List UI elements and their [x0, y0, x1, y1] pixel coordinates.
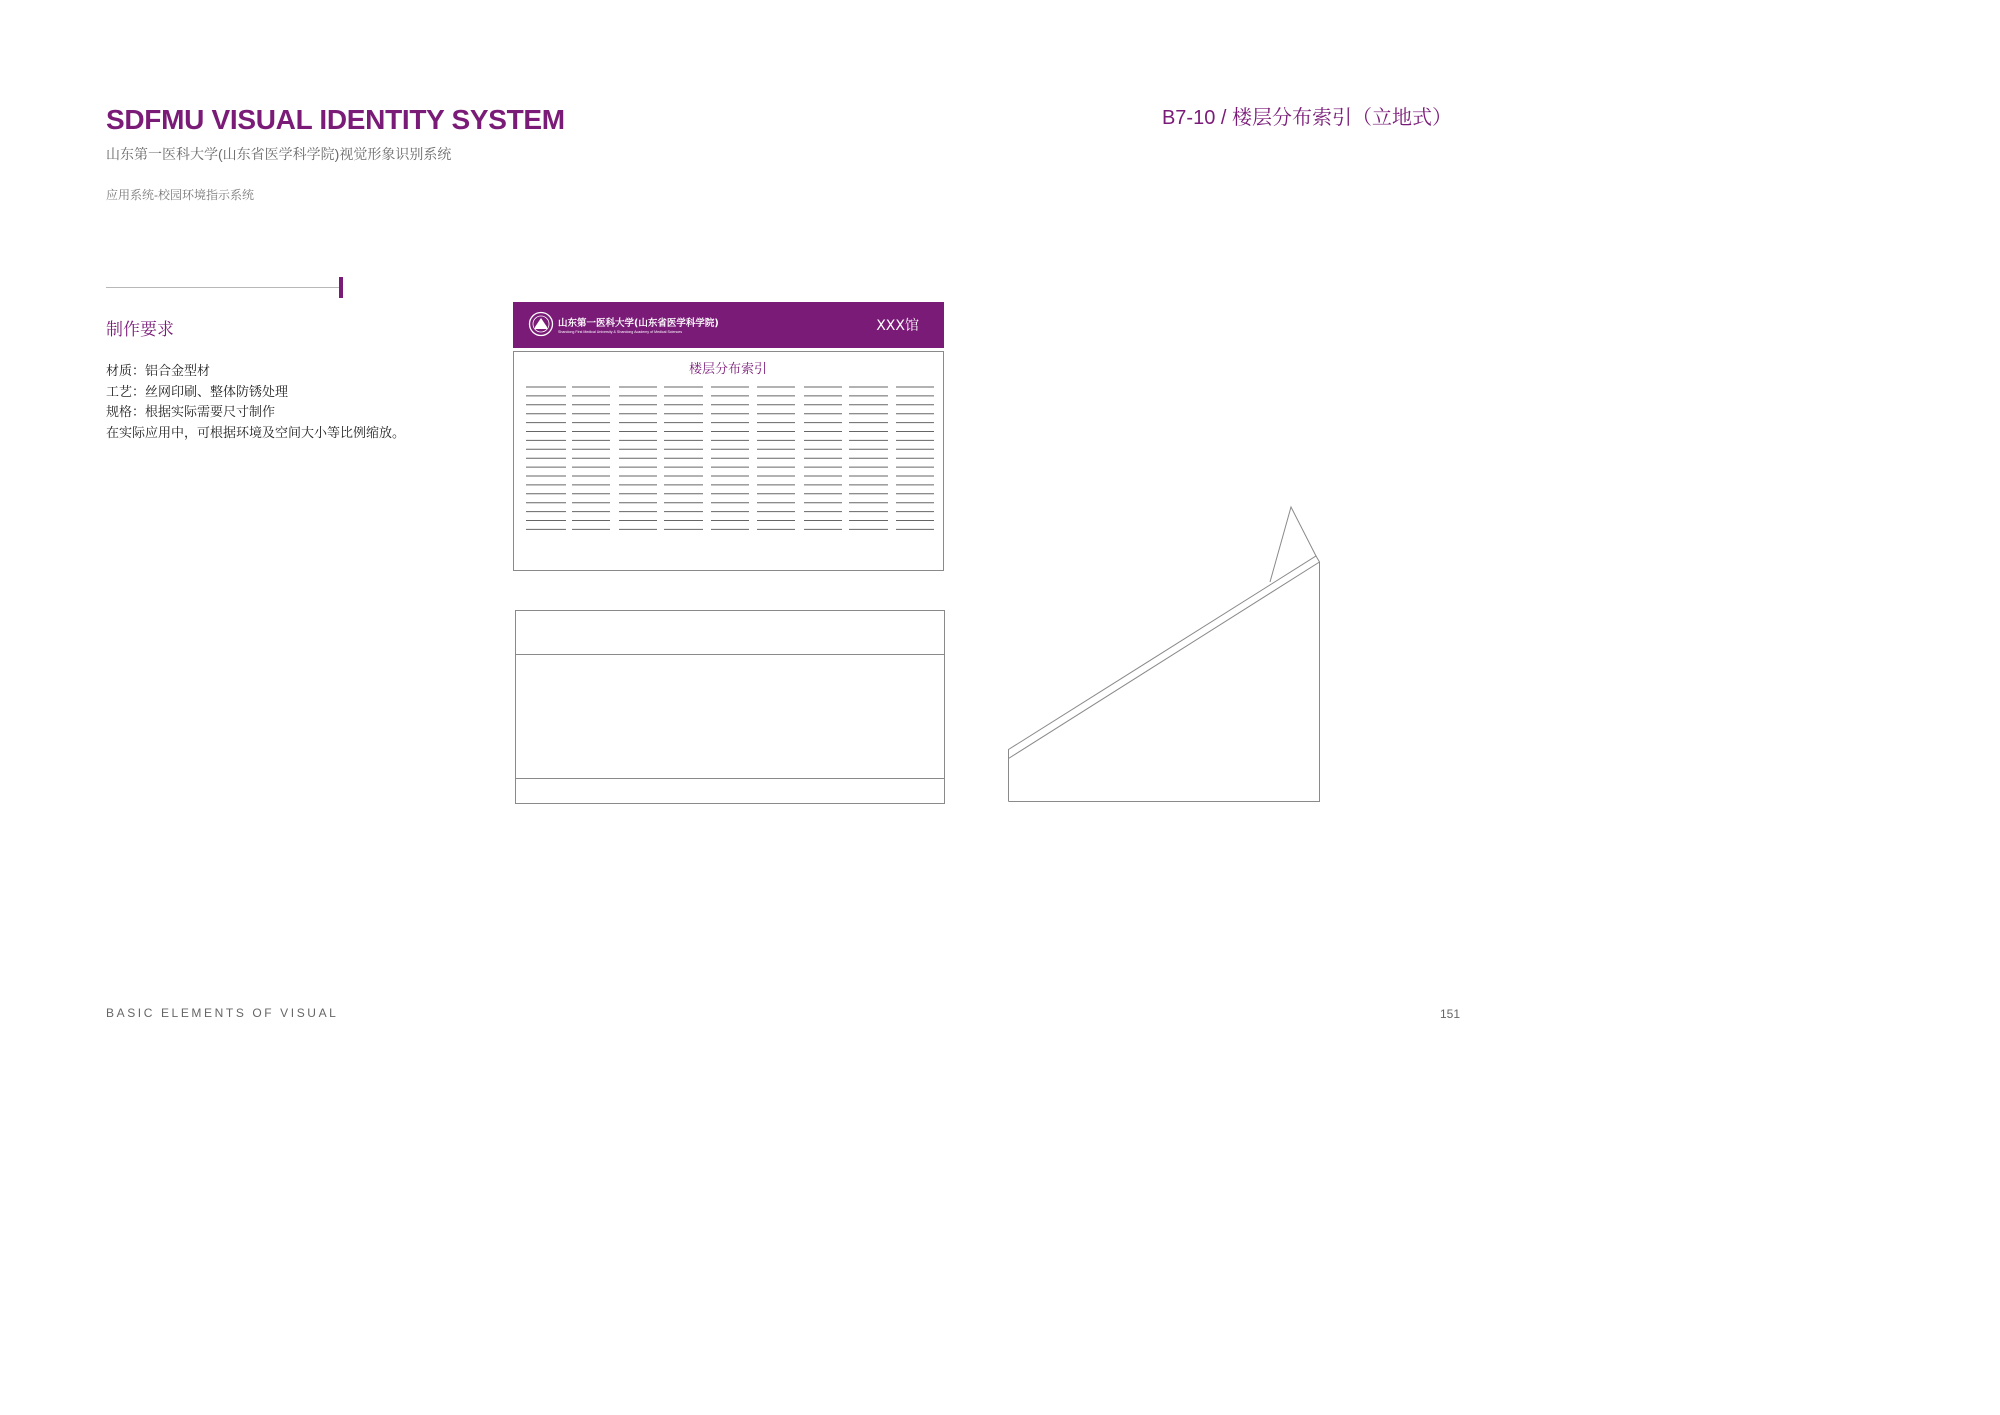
page-number: 151 [1439, 1007, 1460, 1021]
logo-text-en: Shandong First Medical University & Shandong Academy of Medical Sciences [558, 330, 683, 334]
requirement-process: 工艺：丝网印刷、整体防锈处理 [106, 383, 289, 399]
footer-caption: BASIC ELEMENTS OF VISUAL [106, 1006, 339, 1020]
section-divider [106, 287, 340, 288]
requirements-list [106, 361, 405, 443]
main-title: SDFMU VISUAL IDENTITY SYSTEM [106, 104, 565, 135]
page-code: B7-10 / 楼层分布索引（立地式） [1161, 107, 1452, 129]
section-label: 应用系统-校园环境指示系统 [106, 188, 254, 202]
subtitle: 山东第一医科大学(山东省医学科学院)视觉形象识别系统 [106, 146, 452, 162]
panel-title: 楼层分布索引 [688, 362, 768, 377]
sign-panel-frame [514, 352, 944, 571]
requirement-material: 材质：铝合金型材 [106, 363, 211, 378]
section-divider-accent [339, 277, 343, 298]
requirements-heading: 制作要求 [106, 320, 174, 339]
sign-drawing [500, 290, 1340, 820]
building-label: XXX馆 [876, 318, 919, 334]
sign-front-view [513, 302, 945, 804]
university-emblem-icon [530, 313, 553, 336]
requirement-size: 规格：根据实际需要尺寸制作 [106, 404, 276, 419]
logo-text-cn: 山东第一医科大学(山东省医学科学院) [558, 318, 719, 329]
stand-base-front [516, 611, 945, 804]
sign-side-view [1009, 507, 1320, 802]
requirement-scaling-note: 在实际应用中，可根据环境及空间大小等比例缩放。 [106, 424, 406, 440]
